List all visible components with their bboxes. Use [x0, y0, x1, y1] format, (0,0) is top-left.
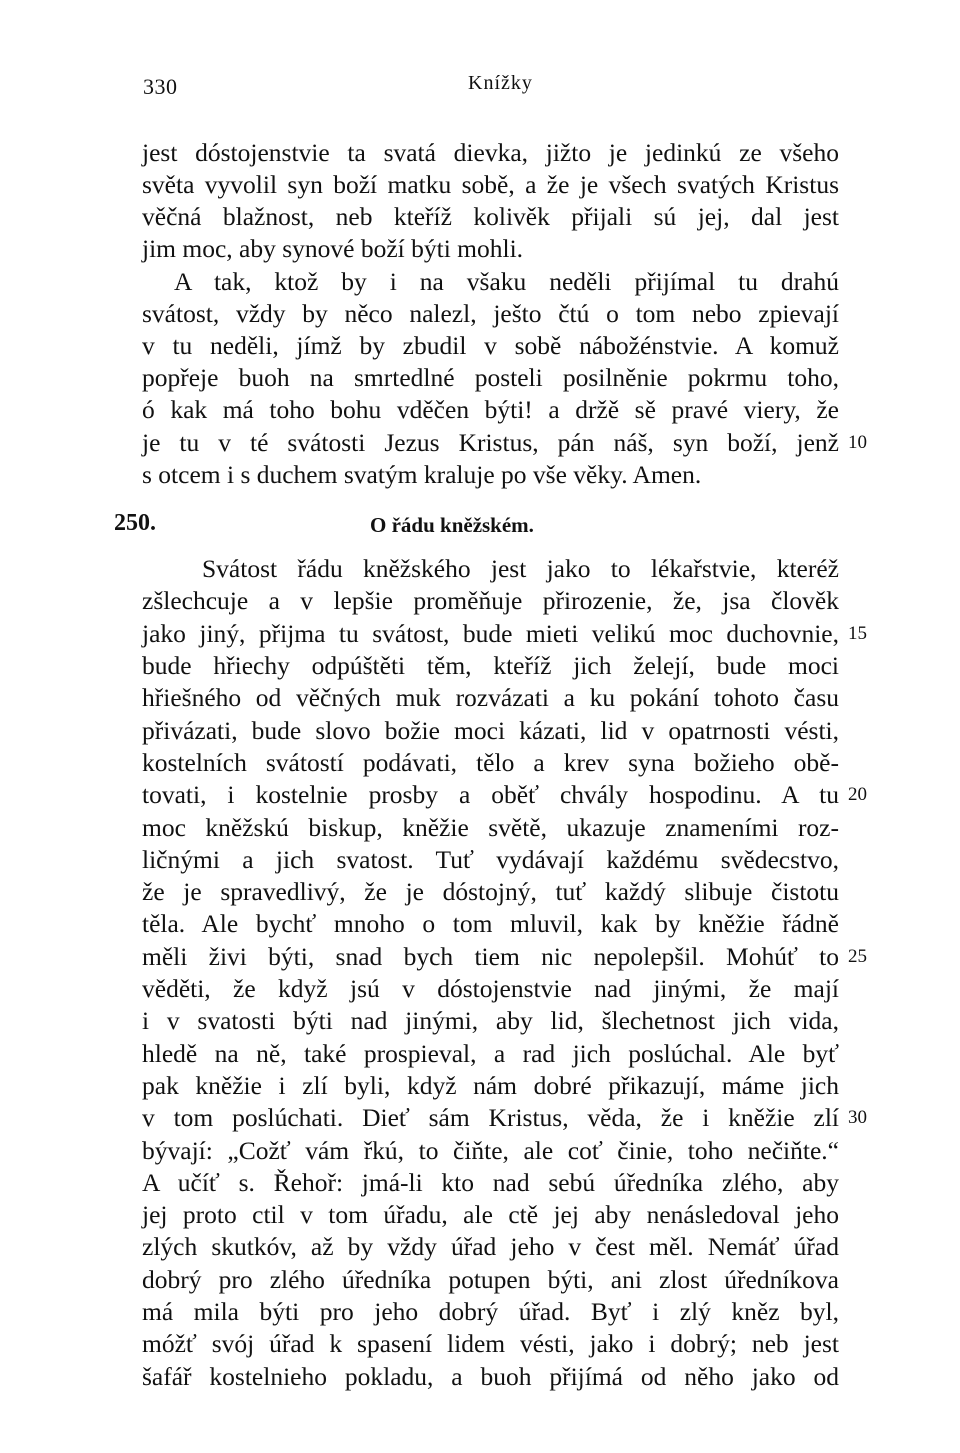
line-number: 10 [848, 432, 867, 453]
text-line: je tu v té svátosti Jezus Kristus, pán náš, syn boží, jenž [142, 428, 839, 457]
text-line: bude hřiechy odpúštěti těm, kteříž jich želejí, bude moci [142, 651, 839, 680]
text-line: pak kněžie i zlí byli, když nám dobré přikazují, máme jich [142, 1071, 839, 1100]
text-line: i v svatosti býti nad jinými, aby lid, šlechetnost jich vida, [142, 1006, 839, 1035]
text-line: svátost, vždy by něco nalezl, ješto čtú o tom nebo zpievají [142, 299, 839, 328]
text-line: má mila býti pro jeho dobrý úřad. Byť i zlý kněz byl, [142, 1297, 839, 1326]
text-line: popřeje buoh na smrtedlné posteli posilněnie pokrmu toho, [142, 363, 839, 392]
text-line: A tak, ktož by i na všaku neděli přijímal tu drahú [174, 267, 839, 296]
text-line: těla. Ale bychť mnoho o tom mluvil, kak by kněžie řádně [142, 909, 839, 938]
text-line: kostelních svátostí podávati, tělo a krev syna božieho obě- [142, 748, 839, 777]
page-header [0, 66, 960, 106]
text-line: hledě na ně, také prospieval, a rad jich poslúchal. Ale byť [142, 1039, 839, 1068]
text-line: móžť svój úřad k spasení lidem vésti, jako i dobrý; neb jest [142, 1329, 839, 1358]
text-line: moc kněžskú biskup, kněžie světě, ukazuje znameními roz- [142, 813, 839, 842]
text-line: bývají: „Cožť vám řkú, to čiňte, ale coť činie, toho nečiňte.“ [142, 1136, 839, 1165]
text-line: měli živi býti, snad bych tiem nic nepolepšil. Mohúť to [142, 942, 839, 971]
section-title: O řádu kněžském. [370, 513, 534, 537]
text-line: Svátost řádu kněžského jest jako to lékařstvie, kteréž [202, 554, 839, 583]
line-number: 20 [848, 784, 867, 805]
text-line: jest dóstojenstvie ta svatá dievka, jižto je jedinkú ze všeho [142, 138, 839, 167]
text-line: přivázati, bude slovo božie moci kázati, lid v opatrnosti vésti, [142, 716, 839, 745]
line-number: 25 [848, 946, 867, 967]
text-line: v tom poslúchati. Dieť sám Kristus, věda, že i kněžie zlí [142, 1103, 839, 1132]
text-line: tovati, i kostelnie prosby a oběť chvály hospodinu. A tu [142, 780, 839, 809]
text-line: jej proto ctil v tom úřadu, ale ctě jej aby nenásledoval jeho [142, 1200, 839, 1229]
text-line: šafář kostelnieho pokladu, a buoh přijímá od něho jako od [142, 1362, 839, 1391]
text-line: jako jiný, přijma tu svátost, bude mieti velikú moc duchovnie, [142, 619, 839, 648]
text-line: A učíť s. Řehoř: jmá-li kto nad sebú úředníka zlého, aby [142, 1168, 839, 1197]
text-line: s otcem i s duchem svatým kraluje po vše věky. Amen. [142, 460, 702, 489]
text-line: hřiešného od věčných muk rozvázati a ku pokání tohoto času [142, 683, 839, 712]
text-line: věděti, že když jsú v dóstojenstvie nad jinými, že mají [142, 974, 839, 1003]
line-number: 30 [848, 1107, 867, 1128]
text-line: světa vyvolil syn boží matku sobě, a že je všech svatých Kristus [142, 170, 839, 199]
text-line: v tu neděli, jímž by zbudil v sobě nábožénstvie. A komuž [142, 331, 839, 360]
section-number: 250. [114, 510, 156, 536]
text-line: věčná blažnost, neb kteříž kolivěk přijali sú jej, dal jest [142, 202, 839, 231]
text-line: jim moc, aby synové boží býti mohli. [142, 234, 524, 263]
page-number: 330 [143, 74, 178, 99]
running-head: Knížky [468, 72, 533, 94]
line-number: 15 [848, 623, 867, 644]
text-line: že je spravedlivý, že je dóstojný, tuť každý slibuje čistotu [142, 877, 839, 906]
text-line: zšlechcuje a v lepšie proměňuje přirozenie, že, jsa člověk [142, 586, 839, 615]
text-line: dobrý pro zlého úředníka potupen býti, ani zlost úředníkova [142, 1265, 839, 1294]
text-line: ličnými a jich svatost. Tuť vydávají každému svědecstvo, [142, 845, 839, 874]
text-line: ó kak má toho bohu vděčen býti! a držě sě pravé viery, že [142, 395, 839, 424]
text-line: zlých skutkóv, až by vždy úřad jeho v čest měl. Nemáť úřad [142, 1232, 839, 1261]
